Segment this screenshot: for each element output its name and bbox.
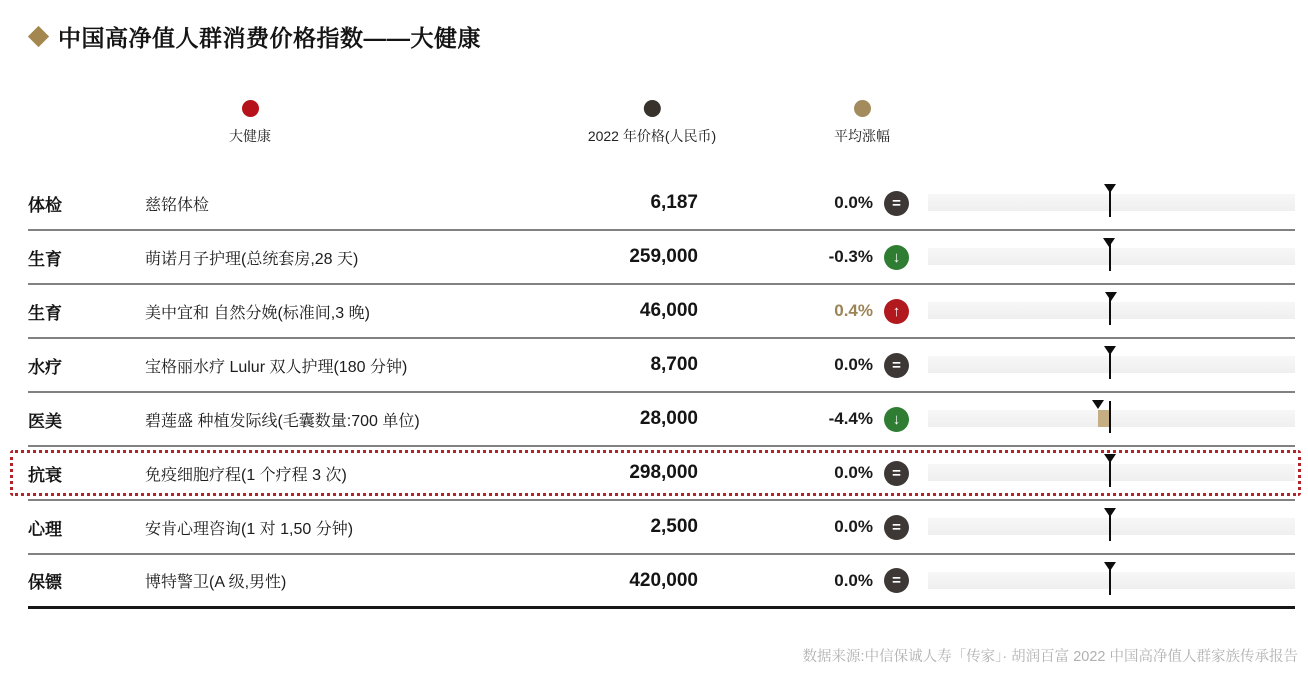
row-change-percent: 0.4% bbox=[834, 301, 873, 320]
change-flat-icon: = bbox=[884, 515, 909, 540]
change-flat-icon: = bbox=[884, 568, 909, 593]
page-title-bar bbox=[28, 20, 481, 53]
gauge-needle-icon bbox=[1104, 562, 1116, 571]
row-change-percent: 0.0% bbox=[834, 517, 873, 536]
table-row bbox=[28, 285, 1295, 339]
row-item-description: 免疫细胞疗程(1 个疗程 3 次) bbox=[145, 466, 347, 484]
change-flat-icon: = bbox=[884, 353, 909, 378]
table-row bbox=[28, 393, 1295, 447]
gauge-needle-icon bbox=[1103, 238, 1115, 247]
row-price-2022: 8,700 bbox=[650, 354, 698, 375]
row-price-2022: 298,000 bbox=[629, 462, 698, 483]
diamond-icon bbox=[28, 26, 49, 47]
change-gauge bbox=[928, 284, 1295, 338]
row-category: 保镖 bbox=[28, 573, 62, 592]
change-flat-icon: = bbox=[884, 191, 909, 216]
row-price-2022: 2,500 bbox=[650, 516, 698, 537]
row-item-description: 安肯心理咨询(1 对 1,50 分钟) bbox=[145, 520, 354, 538]
row-category: 水疗 bbox=[28, 357, 62, 377]
row-item-description: 慈铭体检 bbox=[145, 196, 210, 214]
change-gauge bbox=[928, 230, 1295, 284]
table-row bbox=[28, 339, 1295, 393]
gauge-track bbox=[928, 194, 1295, 211]
row-change-percent: 0.0% bbox=[834, 355, 873, 374]
gauge-needle-icon bbox=[1104, 346, 1116, 355]
row-category: 体检 bbox=[28, 195, 62, 215]
data-source-note: 数据来源:中信保诚人寿「传家」· 胡润百富 2022 中国高净值人群家族传承报告 bbox=[802, 649, 1298, 665]
gauge-needle-icon bbox=[1104, 508, 1116, 517]
gauge-track bbox=[928, 518, 1295, 535]
legend-label: 2022 年价格(人民币) bbox=[587, 128, 717, 144]
change-down-icon: ↓ bbox=[884, 407, 909, 432]
change-gauge bbox=[928, 554, 1295, 608]
row-price-2022: 420,000 bbox=[629, 569, 698, 591]
gauge-track bbox=[928, 410, 1295, 427]
row-price-2022: 46,000 bbox=[639, 300, 698, 321]
gauge-centerline bbox=[1109, 401, 1111, 433]
row-category: 抗衰 bbox=[28, 465, 62, 485]
row-change-percent: 0.0% bbox=[834, 570, 873, 590]
table-row bbox=[28, 555, 1295, 609]
gauge-needle-icon bbox=[1104, 184, 1116, 193]
gauge-track bbox=[928, 464, 1295, 481]
legend-label: 大健康 bbox=[229, 128, 271, 144]
legend-dot-red-icon bbox=[242, 100, 259, 117]
row-category: 医美 bbox=[28, 411, 62, 431]
change-gauge bbox=[928, 500, 1295, 554]
table-row bbox=[28, 177, 1295, 231]
price-table bbox=[28, 177, 1295, 609]
change-flat-icon: = bbox=[884, 461, 909, 486]
row-item-description: 萌诺月子护理(总统套房,28 天) bbox=[145, 250, 359, 268]
row-change-percent: 0.0% bbox=[834, 193, 873, 212]
row-change-percent: 0.0% bbox=[834, 463, 873, 482]
row-item-description: 博特警卫(A 级,男性) bbox=[145, 574, 287, 591]
row-category: 生育 bbox=[28, 249, 62, 269]
row-item-description: 美中宜和 自然分娩(标准间,3 晚) bbox=[145, 304, 370, 322]
table-row bbox=[28, 501, 1295, 555]
legend-label: 平均涨幅 bbox=[834, 128, 890, 144]
gauge-track bbox=[928, 248, 1295, 265]
page-title: 中国高净值人群消费价格指数——大健康 bbox=[58, 25, 481, 51]
gauge-needle-icon bbox=[1104, 454, 1116, 463]
row-price-2022: 28,000 bbox=[639, 408, 698, 429]
row-category: 心理 bbox=[28, 519, 62, 539]
change-up-icon: ↑ bbox=[884, 299, 909, 324]
table-row bbox=[28, 231, 1295, 285]
legend-item-price bbox=[588, 100, 716, 146]
table-row bbox=[28, 447, 1295, 501]
gauge-needle-icon bbox=[1092, 400, 1104, 409]
gauge-needle-icon bbox=[1105, 292, 1117, 301]
row-change-percent: -0.3% bbox=[828, 247, 873, 266]
change-down-icon: ↓ bbox=[884, 245, 909, 270]
row-price-2022: 6,187 bbox=[650, 192, 698, 213]
row-category: 生育 bbox=[28, 303, 62, 323]
row-item-description: 宝格丽水疗 Lulur 双人护理(180 分钟) bbox=[145, 358, 408, 376]
gauge-track bbox=[928, 356, 1295, 373]
change-gauge bbox=[928, 446, 1295, 500]
change-gauge bbox=[928, 338, 1295, 392]
gauge-track bbox=[928, 302, 1295, 319]
legend-item-change bbox=[834, 100, 890, 146]
row-item-description: 碧莲盛 种植发际线(毛囊数量:700 单位) bbox=[145, 412, 420, 430]
legend-dot-dark-icon bbox=[643, 100, 660, 117]
row-change-percent: -4.4% bbox=[828, 409, 873, 428]
legend-dot-gold-icon bbox=[854, 100, 871, 117]
change-gauge bbox=[928, 176, 1295, 230]
legend-item-health bbox=[229, 100, 271, 146]
legend bbox=[0, 100, 1308, 150]
row-price-2022: 259,000 bbox=[629, 246, 698, 267]
change-gauge bbox=[928, 392, 1295, 446]
gauge-track bbox=[928, 572, 1295, 589]
